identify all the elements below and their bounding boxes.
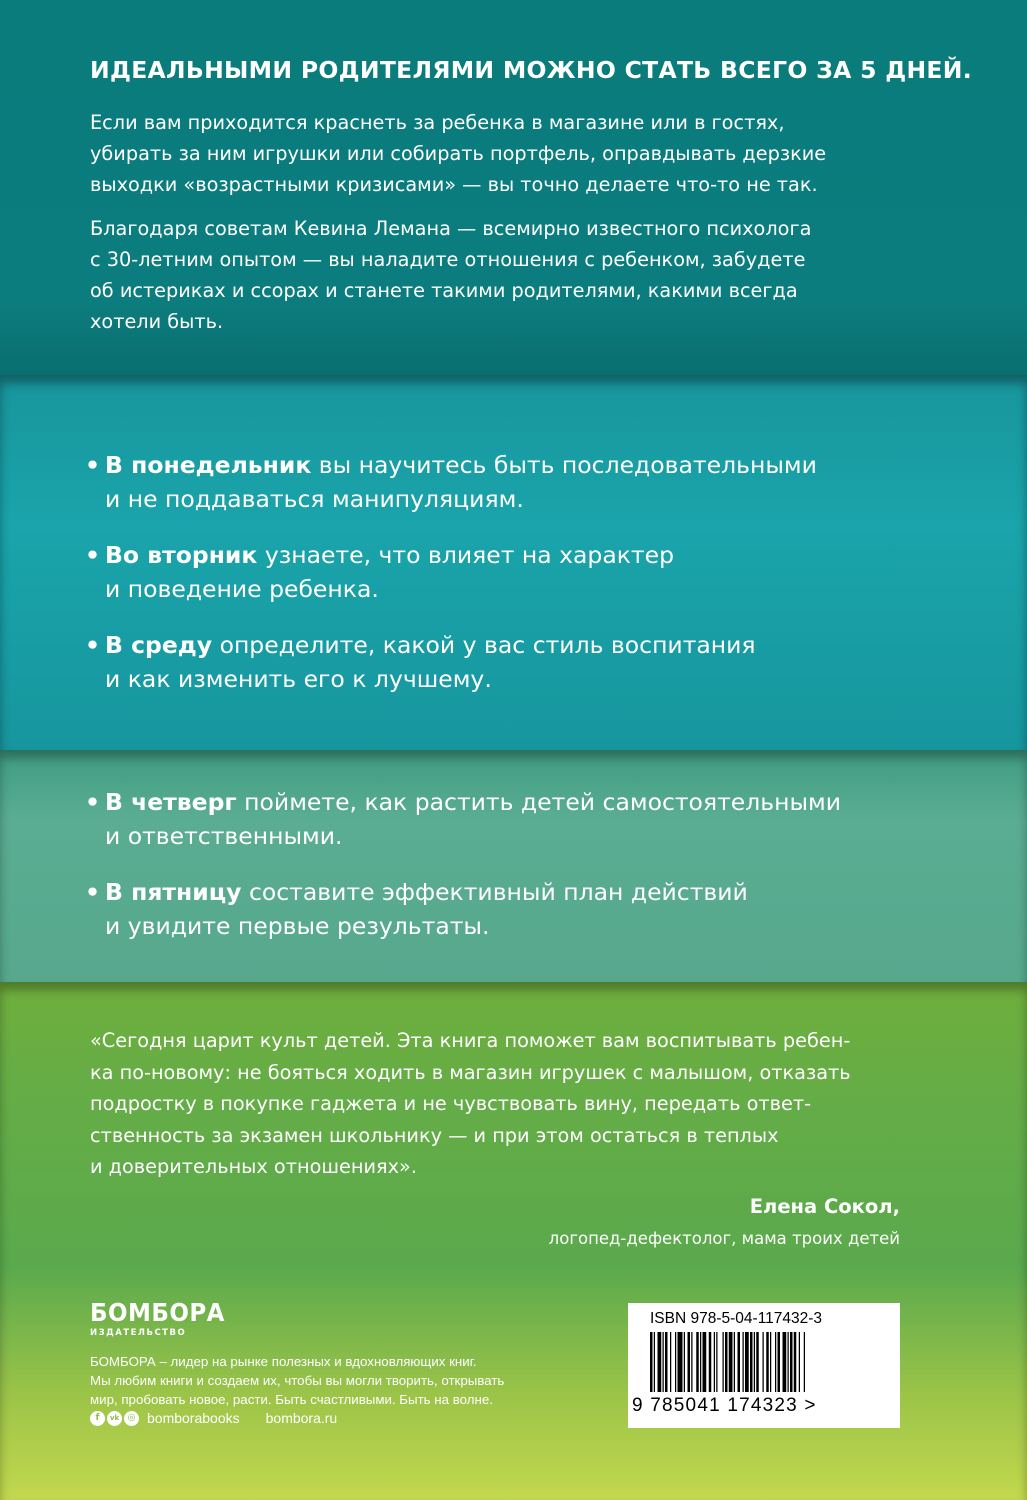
bullet: • <box>85 451 101 479</box>
barcode-bar <box>700 1332 701 1392</box>
ean-digits: 9 785041 174323 > <box>632 1395 817 1416</box>
social-handle[interactable]: bomborabooks <box>147 1410 240 1426</box>
day-text: поймете, как растить детей самостоятельными <box>236 788 842 816</box>
isbn-barcode <box>628 1303 900 1428</box>
barcode-bar <box>716 1332 717 1392</box>
barcode-bars <box>650 1332 838 1402</box>
intro-section <box>0 0 1027 375</box>
intro-line: Благодаря советам Кевина Лемана — всемирно известного психолога <box>90 217 812 240</box>
days-list-bottom <box>85 785 985 965</box>
barcode-bar <box>770 1332 771 1392</box>
barcode-bar <box>688 1332 691 1392</box>
barcode-bar <box>734 1332 735 1392</box>
website-link[interactable]: bombora.ru <box>265 1410 338 1426</box>
barcode-bar <box>723 1332 724 1392</box>
day-label: Во вторник <box>105 541 258 569</box>
bullet: • <box>85 541 101 569</box>
barcode-bar <box>709 1332 712 1392</box>
barcode-bar <box>729 1332 733 1392</box>
day-text-cont: и поведение ребенка. <box>105 575 379 603</box>
intro-heading: ИДЕАЛЬНЫМИ РОДИТЕЛЯМИ МОЖНО СТАТЬ ВСЕГО ЗА 5 ДНЕЙ. <box>90 56 972 84</box>
barcode-bar <box>763 1332 764 1392</box>
bullet: • <box>85 878 101 906</box>
instagram-icon[interactable]: ◎ <box>124 1411 139 1426</box>
quote-line: подростку в покупке гаджета и не чувствовать вину, передать ответ- <box>90 1092 812 1115</box>
day-text: вы научитесь быть последовательными <box>311 451 817 479</box>
intro-line: с 30-летним опытом — вы наладите отношения с ребенком, забудете <box>90 248 806 271</box>
day-text: составите эффективный план действий <box>241 878 748 906</box>
day-item-monday <box>85 448 985 516</box>
intro-line: выходки «возрастными кризисами» — вы точно делаете что-то не так. <box>90 173 818 196</box>
days-section-bottom <box>0 750 1027 982</box>
publisher-logo-subtitle: ИЗДАТЕЛЬСТВО <box>90 1328 187 1338</box>
barcode-bar <box>788 1332 789 1392</box>
publisher-social <box>90 1410 337 1426</box>
day-item-friday <box>85 875 985 943</box>
barcode-bar <box>714 1332 715 1392</box>
day-text-cont: и как изменить его к лучшему. <box>105 665 492 693</box>
barcode-bar <box>675 1332 676 1392</box>
barcode-bar <box>754 1332 755 1392</box>
bullet: • <box>85 631 101 659</box>
quote-line: ственность за экзамен школьнику — и при этом остаться в теплых <box>90 1123 779 1147</box>
day-text: определите, какой у вас стиль воспитания <box>212 631 756 659</box>
vk-icon[interactable]: vk <box>107 1411 122 1426</box>
barcode-bar <box>725 1332 728 1392</box>
day-label: В понедельник <box>105 451 312 479</box>
isbn-number: ISBN 978-5-04-117432-3 <box>650 1310 823 1327</box>
intro-line: об истериках и ссорах и станете такими родителями, какими всегда <box>90 279 798 302</box>
testimonial-quote <box>90 1025 851 1183</box>
intro-line: хотели быть. <box>90 310 224 333</box>
barcode-bar <box>804 1332 805 1392</box>
publisher-line: Мы любим книги и создаем их, чтобы вы могли творить, открывать <box>90 1373 505 1388</box>
day-text-cont: и не поддаваться манипуляциям. <box>105 485 524 513</box>
facebook-icon[interactable]: f <box>90 1411 105 1426</box>
barcode-bar <box>790 1332 793 1392</box>
barcode-bar <box>703 1332 707 1392</box>
publisher-line: БОМБОРА – лидер на рынке полезных и вдохновляющих книг. <box>90 1354 477 1369</box>
day-item-thursday <box>85 785 985 853</box>
barcode-bar <box>670 1332 671 1392</box>
barcode-bar <box>691 1332 692 1392</box>
day-label: В пятницу <box>105 878 242 906</box>
quote-line: «Сегодня царит культ детей. Эта книга поможет вам воспитывать ребен- <box>90 1029 851 1052</box>
barcode-bar <box>684 1332 685 1392</box>
barcode-bar <box>665 1332 668 1392</box>
day-text: узнаете, что влияет на характер <box>257 541 674 569</box>
barcode-bar <box>678 1332 683 1392</box>
barcode-bar <box>775 1332 776 1392</box>
day-label: В четверг <box>105 788 237 816</box>
day-label: В среду <box>105 631 213 659</box>
barcode-bar <box>799 1332 800 1392</box>
quote-author: Елена Сокол, <box>749 1195 900 1218</box>
intro-paragraph-1 <box>90 107 950 200</box>
intro-line: Если вам приходится краснеть за ребенка в магазине или в гостях, <box>90 111 785 134</box>
publisher-description <box>90 1352 504 1409</box>
barcode-bar <box>658 1332 662 1392</box>
barcode-bar <box>778 1332 781 1392</box>
publisher-line: мир, пробовать новое, расти. Быть счастливыми. Быть на волне. <box>90 1392 493 1407</box>
quote-line: ка по-новому: не бояться ходить в магазин игрушек с малышом, отказать <box>90 1060 851 1084</box>
intro-line: убирать за ним игрушки или собирать портфель, оправдывать дерзкие <box>90 142 827 165</box>
publisher-logo-name: БОМБОРА <box>90 1298 225 1327</box>
days-section-top <box>0 375 1027 750</box>
quote-line: и доверительных отношениях». <box>90 1155 417 1178</box>
intro-paragraph-2 <box>90 213 950 337</box>
day-text-cont: и увидите первые результаты. <box>105 912 490 940</box>
barcode-bar <box>654 1332 655 1392</box>
barcode-bar <box>750 1332 753 1392</box>
barcode-bar <box>743 1332 744 1392</box>
barcode-bar <box>745 1332 749 1392</box>
day-item-wednesday <box>85 628 985 696</box>
publisher-logo <box>90 1300 237 1338</box>
day-item-tuesday <box>85 538 985 606</box>
barcode-bar <box>663 1332 664 1392</box>
day-text-cont: и ответственными. <box>105 822 343 850</box>
quote-author-role: логопед-дефектолог, мама троих детей <box>548 1229 900 1248</box>
barcode-bar <box>794 1332 797 1392</box>
bullet: • <box>85 788 101 816</box>
days-list-top <box>85 448 985 718</box>
barcode-bar <box>766 1332 769 1392</box>
barcode-bar <box>650 1332 653 1392</box>
barcode-bar <box>783 1332 787 1392</box>
barcode-bar <box>738 1332 741 1392</box>
barcode-bar <box>696 1332 699 1392</box>
barcode-bar <box>756 1332 759 1392</box>
